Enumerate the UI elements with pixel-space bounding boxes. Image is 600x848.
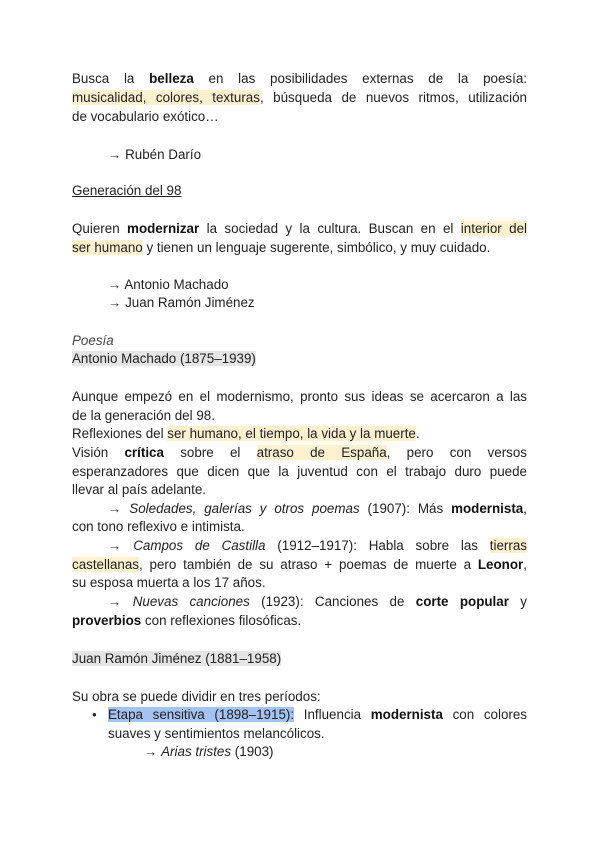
paragraph-line: musicalidad, colores, texturas, búsqueda de nuevos ritmos, utilización [72, 90, 527, 105]
paragraph-line: proverbios con reflexiones filosóficas. [72, 613, 302, 628]
work-nuevas-canciones: → Nuevas canciones (1923): Canciones de corte popular y [108, 594, 527, 609]
paragraph-line: Quieren modernizar la sociedad y la cultura. Buscan en el interior del [72, 221, 527, 236]
work-soledades: → Soledades, galerías y otros poemas (1907): Más modernista, [108, 501, 527, 516]
section-title-generacion-98: Generación del 98 [72, 183, 182, 198]
paragraph-line: Reflexiones del ser humano, el tiempo, la vida y la muerte. [72, 426, 420, 441]
paragraph-line: Visión crítica sobre el atraso de España, pero con versos [72, 445, 527, 460]
author-antonio-machado: → Antonio Machado [108, 277, 229, 292]
bullet-line: Etapa sensitiva (1898–1915): Influencia modernista con colores [108, 707, 527, 722]
paragraph-line: ser humano y tienen un lenguaje sugerente, simbólico, y muy cuidado. [72, 240, 491, 255]
paragraph-line: su esposa muerta a los 17 años. [72, 575, 266, 590]
sub-item-arias-tristes: → Arias tristes (1903) [144, 744, 274, 759]
paragraph-line: castellanas, pero también de su atraso + poemas de muerte a Leonor, [72, 557, 527, 572]
paragraph-line: Aunque empezó en el modernismo, pronto sus ideas se acercaron a las [72, 389, 527, 404]
bullet-line: suaves y sentimientos melancólicos. [108, 725, 325, 741]
bullet-icon: ● [92, 710, 97, 719]
heading-antonio-machado: Antonio Machado (1875–1939) [72, 351, 256, 366]
author-juan-ramon-jimenez: → Juan Ramón Jiménez [108, 295, 255, 310]
paragraph-line: Su obra se puede dividir en tres períodos: [72, 689, 321, 704]
paragraph-line: esperanzadores que dicen que la juventud con el trabajo duro puede [72, 464, 527, 479]
paragraph-line: llevar al país adelante. [72, 482, 206, 497]
heading-juan-ramon-jimenez: Juan Ramón Jiménez (1881–1958) [72, 651, 282, 666]
paragraph-line: con tono reflexivo e intimista. [72, 519, 245, 534]
paragraph-line: de vocabulario exótico… [72, 109, 219, 124]
paragraph-line: Busca la belleza en las posibilidades externas de la poesía: [72, 71, 527, 86]
work-campos-de-castilla: → Campos de Castilla (1912–1917): Habla sobre las tierras [108, 538, 527, 553]
list-item [72, 706, 527, 762]
paragraph-line: de la generación del 98. [72, 408, 215, 423]
author-ruben-dario: → Rubén Darío [108, 147, 202, 162]
subheading-poesia: Poesía [72, 333, 114, 348]
